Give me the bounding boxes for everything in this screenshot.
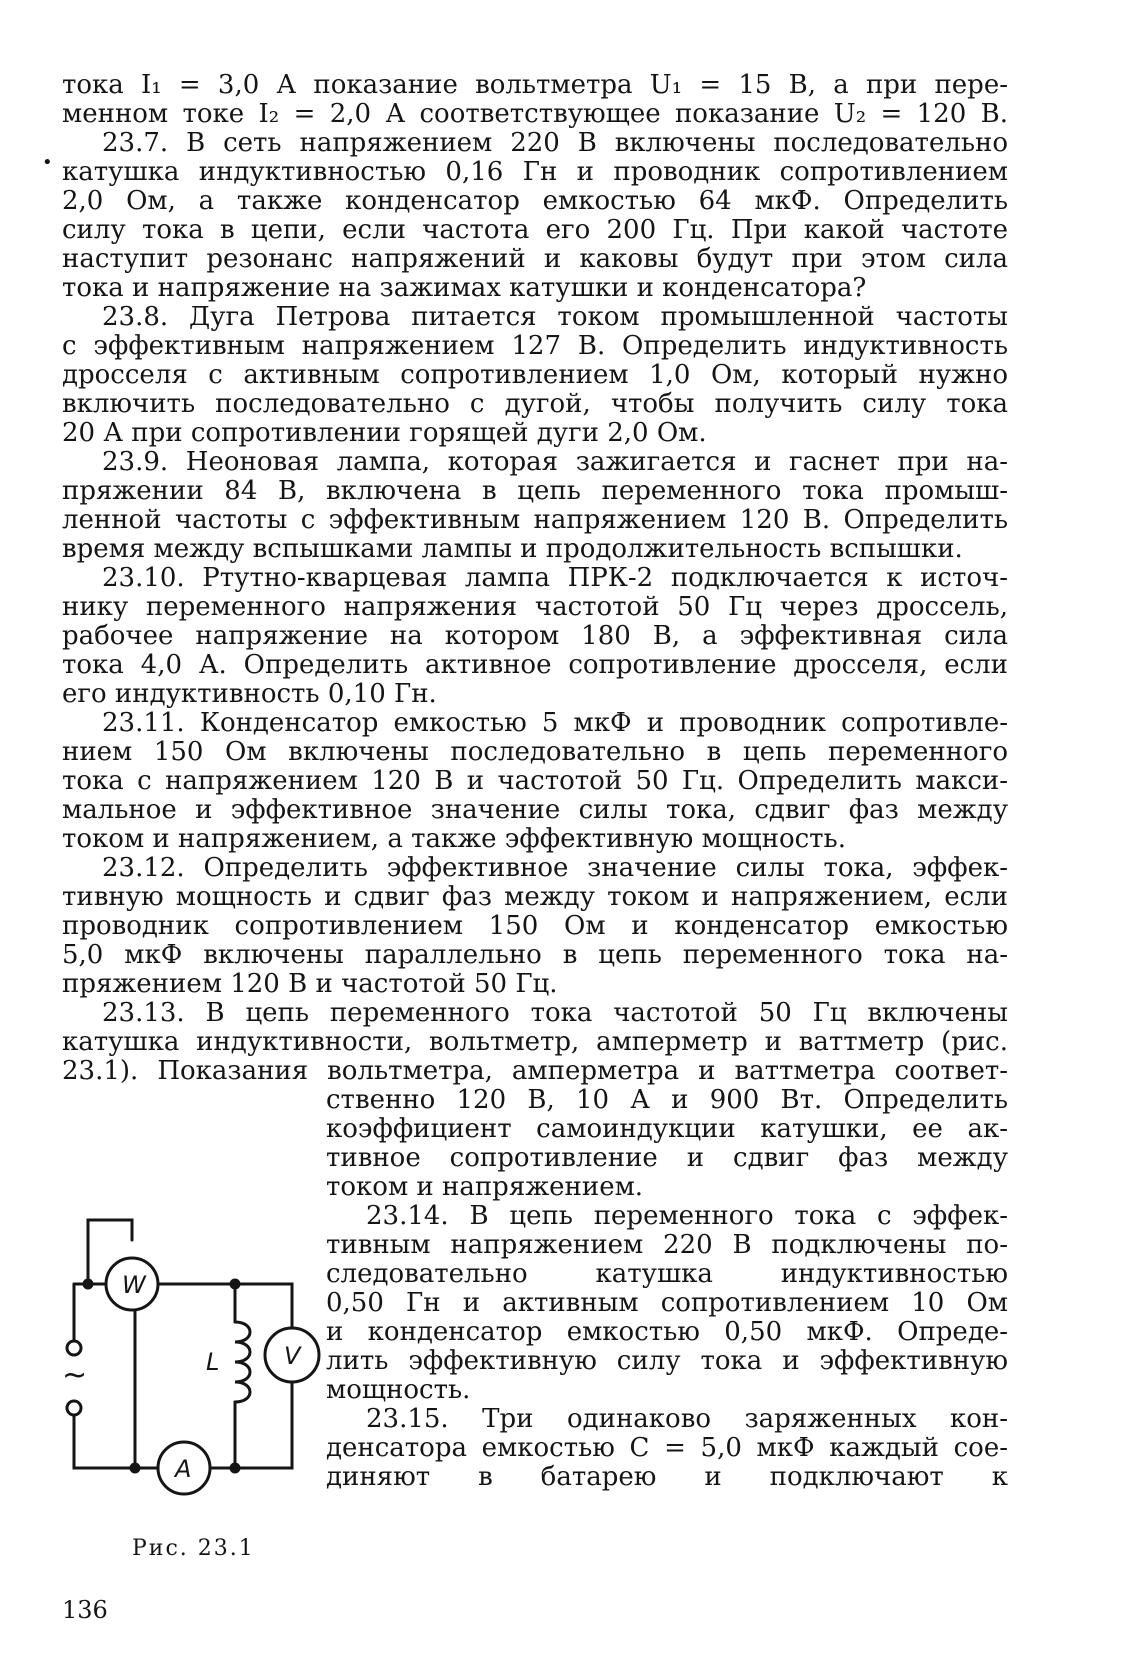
text-line: тивное сопротивление и сдвиг фаз между [326, 1143, 1008, 1173]
text-line: тока 4,0 А. Определить активное сопротивление дросселя, если [62, 650, 1008, 680]
voltmeter-label: V [284, 1342, 301, 1370]
text-line: коэффициент самоиндукции катушки, ее ак- [326, 1114, 1008, 1144]
text-line: менном токе I₂ = 2,0 А соответствующее показание U₂ = 120 В. [62, 99, 1008, 129]
source-symbol: ~ [62, 1358, 88, 1393]
junction-dot [231, 1280, 239, 1288]
inductor-coil [235, 1322, 250, 1402]
text-line: 5,0 мкФ включены параллельно в цепь переменного тока на- [62, 940, 1008, 970]
text-line: его индуктивность 0,10 Гн. [62, 679, 437, 709]
text-line: 2,0 Ом, а также конденсатор емкостью 64 мкФ. Определить [62, 186, 1008, 216]
text-line: нику переменного напряжения частотой 50 Гц через дроссель, [62, 592, 1008, 622]
text-line: током и напряжением. [326, 1172, 644, 1202]
text-line: силу тока в цепи, если частота его 200 Гц. При какой частоте [62, 215, 1008, 245]
text-line: 23.14. В цепь переменного тока с эффек- [366, 1201, 1008, 1231]
text-line: 23.11. Конденсатор емкостью 5 мкФ и проводник сопротивле- [102, 708, 1008, 738]
text-line: 23.13. В цепь переменного тока частотой 50 Гц включены [102, 998, 1008, 1028]
text-line: тока I₁ = 3,0 А показание вольтметра U₁ = 15 В, а при пере- [62, 70, 1008, 100]
text-line: наступит резонанс напряжений и каковы будут при этом сила [62, 244, 1008, 274]
text-line: 23.15. Три одинаково заряженных кон- [366, 1404, 1008, 1434]
text-line: 23.1). Показания вольтметра, амперметра и ваттметра соответ- [62, 1056, 1008, 1086]
top-wire-right [158, 1284, 292, 1328]
text-line: 23.10. Ртутно-кварцевая лампа ПРК-2 подключается к источ- [102, 563, 1008, 593]
junction-dot [84, 1280, 92, 1288]
text-line: рабочее напряжение на котором 180 В, а эффективная сила [62, 621, 1008, 651]
ammeter-label: A [175, 1455, 192, 1483]
text-line: лить эффективную силу тока и эффективную [326, 1346, 1008, 1376]
text-line: проводник сопротивлением 150 Ом и конденсатор емкостью [62, 911, 1008, 941]
text-line: ственно 120 В, 10 А и 900 Вт. Определить [326, 1085, 1008, 1115]
junction-dot [131, 1464, 139, 1472]
text-line: нием 150 Ом включены последовательно в цепь переменного [62, 737, 1008, 767]
text-line: катушка индуктивности, вольтметр, амперметр и ваттметр (рис. [62, 1027, 1008, 1057]
text-line: тивную мощность и сдвиг фаз между током и напряжением, если [62, 882, 1008, 912]
text-line: 20 А при сопротивлении горящей дуги 2,0 Ом. [62, 418, 707, 448]
text-line: включить последовательно с дугой, чтобы получить силу тока [62, 389, 1008, 419]
text-line: мощность. [326, 1375, 471, 1405]
text-line: мальное и эффективное значение силы тока, сдвиг фаз между [62, 795, 1008, 825]
text-line: тока и напряжение на зажимах катушки и конденсатора? [62, 273, 867, 303]
text-line: током и напряжением, а также эффективную мощность. [62, 824, 846, 854]
text-line: и конденсатор емкостью 0,50 мкФ. Опреде- [326, 1317, 1008, 1347]
text-line: денсатора емкостью C = 5,0 мкФ каждый сое- [326, 1433, 1008, 1463]
margin-mark: • [42, 152, 53, 173]
circuit-diagram [60, 1180, 350, 1530]
terminal-top [67, 1341, 81, 1355]
text-line: время между вспышками лампы и продолжительность вспышки. [62, 534, 963, 564]
text-line: диняют в батарею и подключают к [326, 1462, 1008, 1492]
text-line: тока с напряжением 120 В и частотой 50 Гц. Определить макси- [62, 766, 1008, 796]
text-line: дросселя с активным сопротивлением 1,0 Ом, который нужно [62, 360, 1008, 390]
terminal-bottom [67, 1401, 81, 1415]
text-line: катушка индуктивностью 0,16 Гн и проводник сопротивлением [62, 157, 1008, 187]
text-line: пряжением 120 В и частотой 50 Гц. [62, 969, 558, 999]
text-line: 23.9. Неоновая лампа, которая зажигается и гаснет при на- [102, 447, 1008, 477]
page-number: 136 [62, 1596, 108, 1624]
inductor-label: L [206, 1348, 220, 1376]
figure-caption: Рис. 23.1 [132, 1536, 255, 1561]
text-line: 23.12. Определить эффективное значение силы тока, эффек- [102, 853, 1008, 883]
text-line: тивным напряжением 220 В подключены по- [326, 1230, 1008, 1260]
text-line: 23.7. В сеть напряжением 220 В включены последовательно [102, 128, 1008, 158]
text-line: ленной частоты с эффективным напряжением 120 В. Определить [62, 505, 1008, 535]
wattmeter-label: W [122, 1271, 146, 1299]
text-line: 23.8. Дуга Петрова питается током промышленной частоты [102, 302, 1008, 332]
text-line: 0,50 Гн и активным сопротивлением 10 Ом [326, 1288, 1008, 1318]
left-wire-bottom [74, 1416, 158, 1468]
text-line: следовательно катушка индуктивностью [326, 1259, 1008, 1289]
text-line: с эффективным напряжением 127 В. Определить индуктивность [62, 331, 1008, 361]
junction-dot [231, 1464, 239, 1472]
text-line: пряжении 84 В, включена в цепь переменного тока промыш- [62, 476, 1008, 506]
